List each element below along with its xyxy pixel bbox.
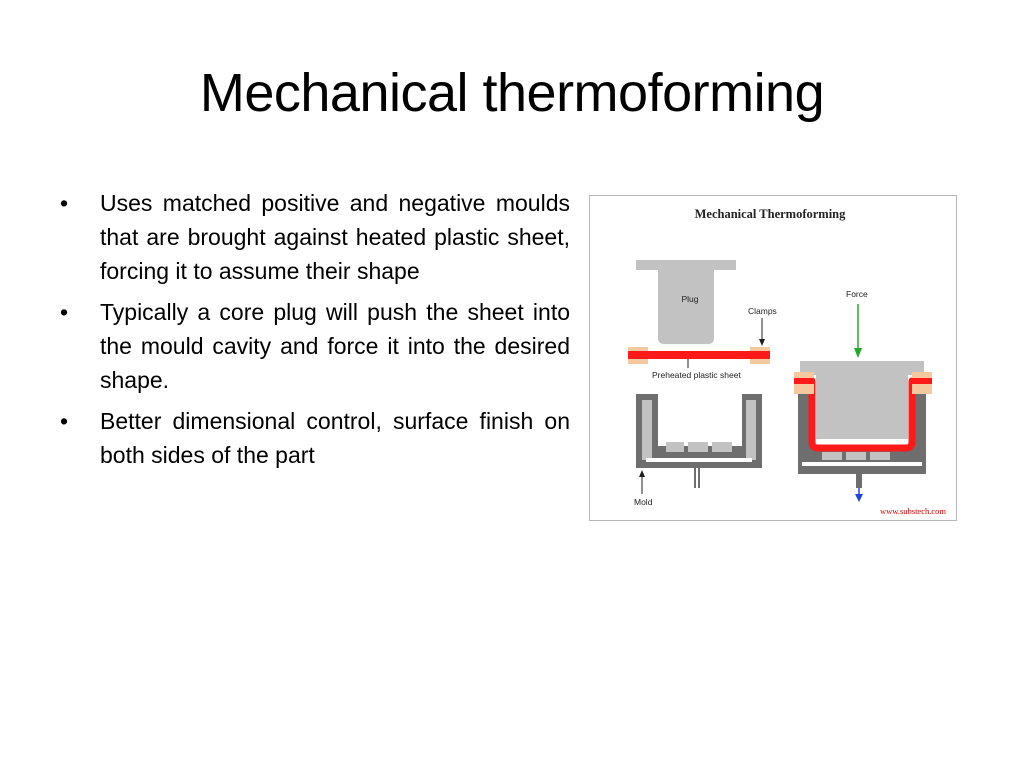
mold-inner-wall-right: [746, 400, 756, 460]
diagram-title: Mechanical Thermoforming: [694, 207, 846, 221]
bullet-item: [60, 186, 570, 288]
mold-body: [636, 394, 762, 468]
vent-slot: [666, 442, 684, 452]
force-arrow-icon: [854, 348, 862, 358]
mold-label: Mold: [634, 497, 653, 507]
plug-top-plate: [636, 260, 736, 270]
thermoforming-diagram: [589, 195, 957, 521]
sheet-edge-right: [912, 378, 932, 384]
bullet-item: [60, 404, 570, 472]
plug-label: Plug: [681, 294, 699, 304]
mold-channel: [646, 458, 752, 462]
bullet-text: Better dimensional control, surface finish on both sides of the part: [100, 408, 570, 468]
bullet-marker: •: [60, 299, 69, 325]
bullet-marker: •: [60, 190, 69, 216]
mold-channel-right: [802, 462, 922, 466]
vent-slot: [822, 452, 842, 460]
bullet-list: [60, 186, 570, 479]
plug-top-plate-pressed: [800, 361, 924, 375]
vent-slot: [846, 452, 866, 460]
mold-ejector-gap: [696, 468, 698, 488]
source-url: www.substech.com: [879, 506, 946, 516]
slide-title: Mechanical thermoforming: [199, 63, 825, 123]
mold-ejector-pin-right: [856, 474, 862, 488]
mold-inner-wall-left: [642, 400, 652, 460]
vent-slot: [688, 442, 708, 452]
vent-slot: [870, 452, 890, 460]
bullet-item: [60, 295, 570, 397]
bullet-text: Typically a core plug will push the sheet into the mould cavity and force it into the desired shape.: [100, 299, 570, 393]
vent-slot: [712, 442, 732, 452]
preheated-sheet: [628, 351, 770, 359]
mold-arrowhead: [639, 470, 645, 477]
plug-body-pressed: [816, 375, 908, 439]
sheet-label: Preheated plastic sheet: [652, 370, 741, 380]
force-label: Force: [846, 289, 868, 299]
diagram-canvas: [590, 196, 955, 519]
plug-body: [658, 270, 714, 344]
clamps-label: Clamps: [748, 306, 777, 316]
bullet-text: Uses matched positive and negative moulds that are brought against heated plastic sheet, forcing it to assume their shape: [100, 190, 570, 284]
sheet-edge-left: [794, 378, 814, 384]
eject-arrow-icon: [855, 494, 863, 502]
bullet-marker: •: [60, 408, 69, 434]
clamps-arrowhead: [759, 339, 765, 346]
